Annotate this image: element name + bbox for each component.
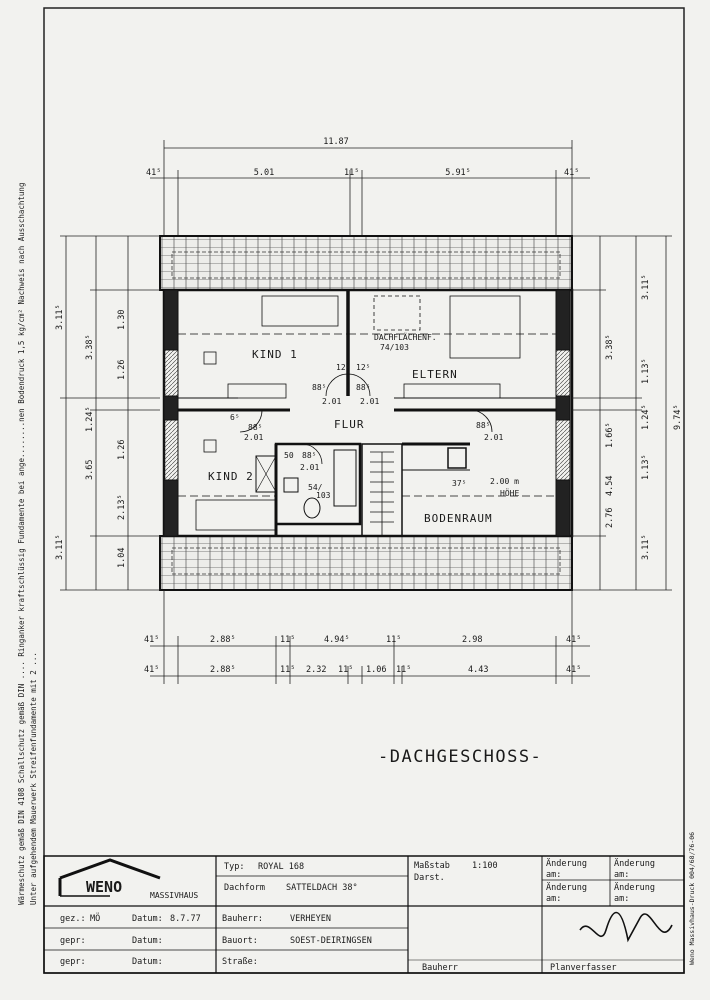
room-flur: FLUR (334, 418, 365, 431)
svg-text:41⁵: 41⁵ (566, 665, 582, 675)
svg-text:41⁵: 41⁵ (144, 635, 160, 645)
bauherr-value: VERHEYEN (290, 914, 331, 924)
svg-text:41⁵: 41⁵ (566, 635, 582, 645)
svg-text:am:: am: (614, 894, 630, 904)
roof-top-band (160, 236, 572, 290)
sheet-border (44, 8, 684, 973)
room-eltern: ELTERN (412, 368, 458, 381)
dachform-value: SATTELDACH 38° (286, 883, 358, 893)
svg-text:88⁵: 88⁵ (312, 383, 327, 392)
dim-top-total: 11.87 (323, 137, 349, 147)
svg-text:2.01: 2.01 (244, 433, 264, 442)
svg-text:Datum:: Datum: (132, 957, 163, 967)
svg-text:103: 103 (316, 491, 331, 500)
room-kind1: KIND 1 (252, 348, 298, 361)
svg-text:88⁵: 88⁵ (476, 421, 491, 430)
svg-text:Maßstab: Maßstab (414, 861, 450, 871)
logo-massivhaus: MASSIVHAUS (150, 891, 199, 900)
side-note-2: Unter aufgehendem Mauerwerk Streifenfundamente mit 2 ... (29, 652, 38, 905)
svg-text:am:: am: (546, 894, 562, 904)
svg-text:12⁵: 12⁵ (336, 363, 351, 372)
svg-text:Datum:: Datum: (132, 936, 163, 946)
svg-text:1.13⁵: 1.13⁵ (641, 358, 651, 384)
svg-text:11⁵: 11⁵ (396, 665, 412, 675)
dim-top-right: 5.91⁵ (445, 168, 471, 178)
svg-text:2.01: 2.01 (484, 433, 504, 442)
top-dimensions (150, 140, 590, 236)
print-code: Weno Massivhaus-Druck 004/68/76-06 (688, 831, 696, 965)
svg-text:3.11⁵: 3.11⁵ (641, 534, 651, 560)
svg-text:11⁵: 11⁵ (386, 635, 402, 645)
svg-text:am:: am: (546, 870, 562, 880)
svg-text:2.88⁵: 2.88⁵ (210, 635, 236, 645)
typ-value: ROYAL 168 (258, 862, 305, 872)
svg-text:3.11⁵: 3.11⁵ (55, 534, 65, 560)
svg-text:Änderung: Änderung (614, 883, 655, 893)
svg-text:4.94⁵: 4.94⁵ (324, 635, 350, 645)
door-dimensions (230, 363, 503, 500)
svg-text:3.38⁵: 3.38⁵ (605, 334, 615, 360)
bauort-value: SOEST-DEIRINGSEN (290, 936, 372, 946)
svg-text:3.38⁵: 3.38⁵ (85, 334, 95, 360)
svg-text:9.74⁵: 9.74⁵ (673, 404, 683, 430)
svg-text:gepr:: gepr: (60, 957, 86, 967)
svg-text:Darst.: Darst. (414, 873, 445, 883)
svg-text:1.26: 1.26 (117, 359, 127, 380)
signature (580, 913, 672, 941)
svg-text:1.30: 1.30 (117, 309, 127, 330)
skylight-label: DACHFLÄCHENF. (374, 333, 437, 342)
dim-top-wall-left: 41⁵ (146, 168, 162, 178)
svg-text:1.26: 1.26 (117, 439, 127, 460)
svg-text:4.54: 4.54 (605, 475, 615, 496)
svg-text:Änderung: Änderung (546, 883, 587, 893)
svg-text:2.32: 2.32 (306, 665, 327, 675)
svg-text:Straße:: Straße: (222, 957, 258, 967)
svg-text:am:: am: (614, 870, 630, 880)
svg-text:41⁵: 41⁵ (144, 665, 160, 675)
bottom-dim-labels-row1 (144, 635, 581, 645)
svg-text:Typ:: Typ: (224, 862, 245, 872)
svg-text:37⁵: 37⁵ (452, 479, 467, 488)
dim-top-wall-right: 41⁵ (564, 168, 580, 178)
svg-text:11⁵: 11⁵ (338, 665, 354, 675)
svg-text:2.88⁵: 2.88⁵ (210, 665, 236, 675)
height-label: HÖHE (500, 489, 520, 498)
svg-text:2.01: 2.01 (360, 397, 380, 406)
svg-text:88⁵: 88⁵ (248, 423, 263, 432)
right-dimensions (572, 236, 672, 590)
svg-text:Änderung: Änderung (614, 859, 655, 869)
svg-text:Dachform: Dachform (224, 883, 265, 893)
svg-text:2.01: 2.01 (300, 463, 320, 472)
logo-weno: WENO (86, 878, 123, 896)
svg-text:11⁵: 11⁵ (280, 635, 296, 645)
svg-text:1.06: 1.06 (366, 665, 387, 675)
dim-top-left: 5.01 (253, 168, 275, 178)
walls (164, 290, 572, 536)
svg-text:54/: 54/ (308, 483, 323, 492)
room-bodenraum: BODENRAUM (424, 512, 493, 525)
skylight-size: 74/103 (380, 343, 409, 352)
svg-text:3.65: 3.65 (85, 459, 95, 480)
svg-text:1.24⁵: 1.24⁵ (85, 406, 95, 432)
svg-text:gepr:: gepr: (60, 936, 86, 946)
svg-text:1.13⁵: 1.13⁵ (641, 454, 651, 480)
svg-text:gez.:: gez.: (60, 914, 86, 924)
bottom-dim-labels-row2 (144, 665, 581, 675)
svg-text:2.98: 2.98 (462, 635, 483, 645)
left-dimensions (60, 236, 160, 590)
svg-text:11⁵: 11⁵ (280, 665, 296, 675)
svg-text:88⁵: 88⁵ (356, 383, 371, 392)
svg-text:2.13⁵: 2.13⁵ (117, 494, 127, 520)
svg-text:3.11⁵: 3.11⁵ (641, 274, 651, 300)
side-note-1: Wärmeschutz gemäß DIN 4108 Schallschutz gemäß DIN .... Ringanker kraftschlüssig Fundamente bei ange........nen Bodendruck 1,5 kg/cm² Nachweis nach Ausschachtung (17, 182, 26, 905)
svg-text:12⁵: 12⁵ (356, 363, 371, 372)
svg-text:2.01: 2.01 (322, 397, 342, 406)
roof-bottom-band (160, 536, 572, 590)
gez-value: MÖ (90, 914, 101, 924)
svg-text:Bauort:: Bauort: (222, 936, 258, 946)
svg-text:Bauherr:: Bauherr: (222, 914, 263, 924)
right-dim-labels (605, 274, 683, 560)
planverfasser-label: Planverfasser (550, 963, 617, 973)
svg-text:1.04: 1.04 (117, 547, 127, 568)
datum-value: 8.7.77 (170, 914, 201, 924)
svg-text:1.66⁵: 1.66⁵ (605, 422, 615, 448)
svg-text:1.24⁵: 1.24⁵ (641, 404, 651, 430)
svg-text:2.76: 2.76 (605, 507, 615, 528)
height-value: 2.00 m (490, 477, 519, 486)
svg-text:50: 50 (284, 451, 294, 460)
svg-text:88⁵: 88⁵ (302, 451, 317, 460)
plan-title: -DACHGESCHOSS- (378, 747, 543, 767)
bauherr-signature-label: Bauherr (422, 963, 458, 973)
svg-text:Änderung: Änderung (546, 859, 587, 869)
svg-text:6⁵: 6⁵ (230, 413, 240, 422)
svg-text:4.43: 4.43 (468, 665, 489, 675)
svg-text:3.11⁵: 3.11⁵ (55, 304, 65, 330)
room-kind2: KIND 2 (208, 470, 254, 483)
svg-text:Datum:: Datum: (132, 914, 163, 924)
dim-top-mid: 11⁵ (344, 168, 360, 178)
scale-value: 1:100 (472, 861, 498, 871)
